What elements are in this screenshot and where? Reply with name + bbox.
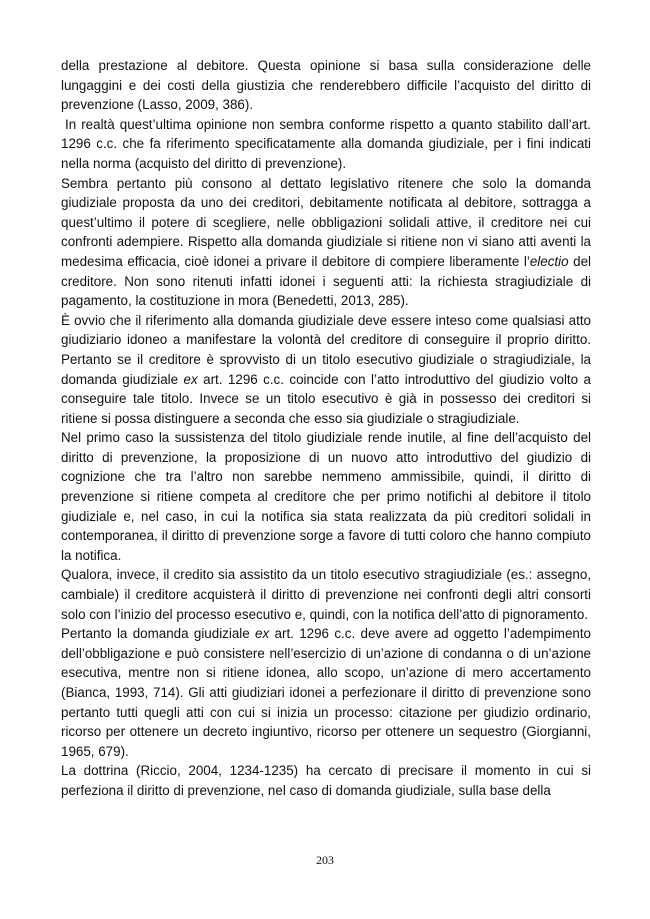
text-run: Sembra pertanto più consono al dettato legislativo ritenere che solo la domanda giudiziale proposta da uno dei creditori, debitamente notificata al debitore, sottragga a quest’ultimo il potere di scegliere, nelle obbligazioni solidali attive, il creditore nei cui confronti adempiere. Rispetto alla domanda giudiziale si ritiene non vi siano atti aventi la medesima efficacia, cioè idonei a privare il debitore di compiere liberamente l’ [61,175,591,269]
text-run: La dottrina (Riccio, 2004, 1234-1235) ha cercato di precisare il momento in cui si perfeziona il diritto di prevenzione, nel caso di domanda giudiziale, sulla base della [61,763,591,798]
italic-term: ex [183,371,198,387]
text-run: Qualora, invece, il credito sia assistito da un titolo esecutivo stragiudiziale (es.: assegno, cambiale) il creditore acquisterà il diritto di prevenzione nei confronti degli altri consorti solo con l’inizio del processo esecutivo e, quindi, con la notifica dell’atto di pignoramento. [61,567,591,622]
text-run: In realtà quest’ultima opinione non sembra conforme rispetto a quanto stabilito dall’art. 1296 c.c. che fa riferimento specificatamente alla domanda giudiziale, per i fini indicati nella norma (acquisto del diritto di prevenzione). [61,116,591,171]
paragraph [61,624,591,761]
text-run: della prestazione al debitore. Questa opinione si basa sulla considerazione delle lungaggini e dei costi della giustizia che renderebbero difficile l’acquisto del diritto di prevenzione (Lasso, 2009, 386). [61,58,591,113]
italic-term: electio [529,253,569,269]
page-number: 203 [316,853,334,867]
text-run: art. 1296 c.c. coincide con l’atto introduttivo del giudizio volto a conseguire tale titolo. Invece se un titolo esecutivo è già in possesso dei creditori si ritiene si possa distinguere a seconda che esso sia giudiziale o stragiudiziale. [61,371,591,426]
text-run: art. 1296 c.c. deve avere ad oggetto l’adempimento dell’obbligazione e può consistere nell’esercizio di un’azione di condanna o di un’azione esecutiva, mentre non si ritiene idonea, allo scopo, un’azione di mero accertamento (Bianca, 1993, 714). Gli atti giudiziari idonei a perfezionare il diritto di prevenzione sono pertanto tutti quegli atti con cui si inizia un processo: citazione per giudizio ordinario, ricorso per ottenere un decreto ingiuntivo, ricorso per ottenere un sequestro (Giorgianni, 1965, 679). [61,626,592,759]
text-run: È ovvio che il riferimento alla domanda giudiziale deve essere inteso come qualsiasi atto giudiziario idoneo a manifestare la volontà del creditore di conseguire il proprio diritto. Pertanto se il creditore è sprovvisto di un titolo esecutivo giudiziale o stragiudiziale, la domanda giudiziale [61,312,591,387]
paragraph [61,56,591,115]
paragraph [61,115,591,174]
paragraph [61,174,591,311]
paragraph [61,311,591,429]
paragraph [61,428,591,565]
text-run: Pertanto la domanda giudiziale [61,626,256,642]
text-run: del creditore. Non sono ritenuti infatti idonei i seguenti atti: la richiesta stragiudiziale di pagamento, la costituzione in mora (Benedetti, 2013, 285). [61,253,591,309]
italic-term: ex [255,626,270,642]
paragraph [61,761,591,800]
paragraph [61,565,591,624]
text-run: Nel primo caso la sussistenza del titolo giudiziale rende inutile, al fine dell’acquisto del diritto di prevenzione, la proposizione di un nuovo atto introduttivo del giudizio di cognizione che tra l’altro non sarebbe nemmeno ammissibile, quindi, il diritto di prevenzione si ritiene competa al creditore che per primo notifichi al debitore il titolo giudiziale e, nel caso, in cui la notifica sia stata realizzata da più creditori solidali in contemporanea, il diritto di prevenzione sorge a favore di tutti coloro che hanno compiuto la notifica. [61,430,591,563]
page-body [61,56,591,801]
